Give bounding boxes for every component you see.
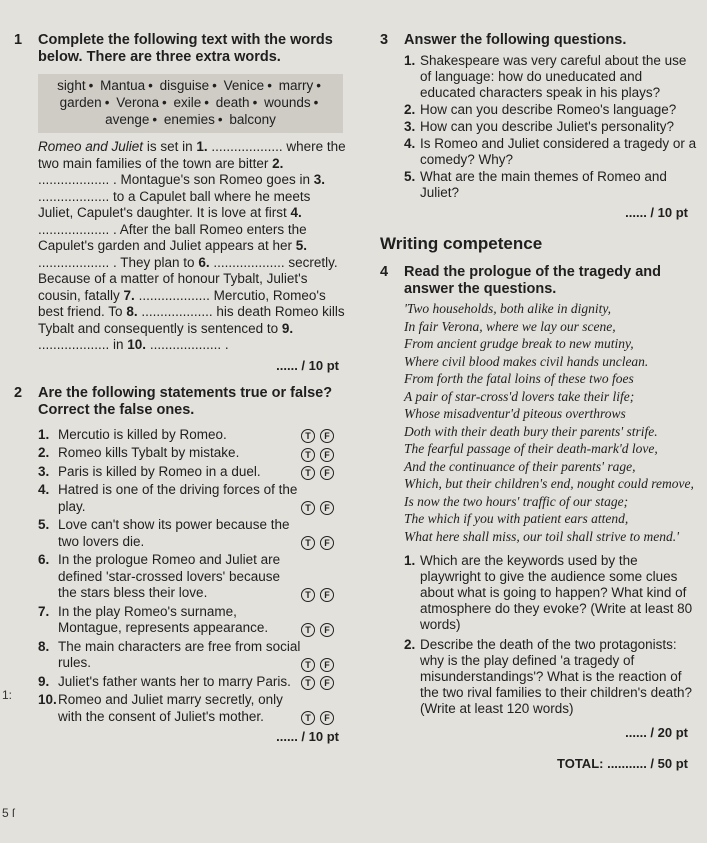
exercise-2-score: ...... / 10 pt bbox=[276, 729, 339, 744]
total-score bbox=[380, 756, 698, 771]
true-option[interactable]: T bbox=[301, 623, 315, 637]
question-number: 4. bbox=[404, 136, 416, 151]
item-statement: Romeo and Juliet marry secretly, only with the consent of Juliet's mother. bbox=[58, 692, 283, 724]
item-number: 5. bbox=[38, 517, 50, 532]
word-separator: • bbox=[88, 78, 94, 93]
poem-line: Whose misadventur'd piteous overthrows bbox=[404, 406, 626, 421]
word-separator: • bbox=[316, 78, 321, 93]
right-column bbox=[380, 32, 698, 771]
true-false-choices bbox=[301, 674, 349, 691]
false-option[interactable]: F bbox=[320, 429, 334, 443]
false-option[interactable]: F bbox=[320, 466, 334, 480]
poem-line: Where civil blood makes civil hands unclean. bbox=[404, 353, 649, 369]
word-separator: • bbox=[162, 95, 167, 110]
question-text: Is Romeo and Juliet considered a tragedy or a comedy? Why? bbox=[420, 136, 697, 167]
left-column bbox=[14, 32, 349, 744]
question-text: How can you describe Romeo's language? bbox=[420, 102, 677, 117]
question-item bbox=[404, 119, 698, 135]
true-false-choices bbox=[301, 445, 349, 462]
false-option[interactable]: F bbox=[320, 676, 334, 690]
word-separator: • bbox=[267, 78, 272, 93]
poem-line: What here shall miss, our toil shall strive to mend.' bbox=[404, 528, 680, 544]
true-false-choices bbox=[301, 517, 349, 550]
true-false-item bbox=[38, 464, 349, 481]
true-option[interactable]: T bbox=[301, 429, 315, 443]
true-option[interactable]: T bbox=[301, 501, 315, 515]
question-number: 1. bbox=[404, 53, 416, 68]
poem-line: The which if you with patient ears attend, bbox=[404, 511, 629, 526]
true-false-choices bbox=[301, 604, 349, 637]
true-option[interactable]: T bbox=[301, 466, 315, 480]
true-false-item bbox=[38, 692, 349, 725]
true-false-item bbox=[38, 604, 349, 637]
true-false-item bbox=[38, 552, 349, 602]
exercise-title: Answer the following questions. bbox=[404, 32, 627, 48]
writing-question: 1. Which are the keywords used by the playwright to give the audience some clues about what is going to happen? What kind of atmosphere do they evoke? (Write at least 80 words) bbox=[404, 553, 698, 633]
exercise-4-score: ...... / 20 pt bbox=[625, 725, 688, 740]
poem-line: A pair of star-cross'd lovers take their life; bbox=[404, 388, 635, 404]
question-list bbox=[404, 53, 698, 201]
exercise-number: 3 bbox=[380, 32, 389, 48]
word-box-item: exile bbox=[173, 95, 202, 110]
exercise-number: 4 bbox=[380, 264, 389, 280]
exercise-2-heading bbox=[14, 385, 349, 419]
poem-line: Which, but their children's end, nought could remove, bbox=[404, 476, 694, 491]
item-statement: Juliet's father wants her to marry Paris. bbox=[58, 673, 291, 689]
item-number: 6. bbox=[38, 552, 50, 567]
word-box-item: disguise bbox=[159, 78, 210, 93]
word-box-item: sight bbox=[57, 78, 86, 93]
exercise-title: Complete the following text with the words below. There are three extra words. bbox=[38, 32, 333, 65]
word-box bbox=[38, 74, 343, 133]
true-false-item bbox=[38, 427, 349, 444]
word-separator: • bbox=[204, 95, 209, 110]
true-false-choices bbox=[301, 482, 349, 515]
margin-fragment: 1: bbox=[2, 688, 13, 702]
true-false-item bbox=[38, 445, 349, 462]
true-option[interactable]: T bbox=[301, 536, 315, 550]
exercise-title: Are the following statements true or false? Correct the false ones. bbox=[38, 384, 333, 418]
exercise-1-heading bbox=[14, 32, 349, 66]
word-box-item: Venice bbox=[223, 78, 265, 93]
false-option[interactable]: F bbox=[320, 501, 334, 515]
item-number: 1. bbox=[38, 426, 50, 442]
item-number: 9. bbox=[38, 673, 50, 689]
prologue-poem bbox=[404, 300, 698, 545]
item-number: 2. bbox=[38, 445, 50, 460]
true-false-choices bbox=[301, 427, 349, 444]
poem-line: 'Two households, both alike in dignity, bbox=[404, 301, 612, 316]
item-statement: The main characters are free from social rules. bbox=[58, 638, 301, 670]
poem-line: And the continuance of their parents' rage, bbox=[404, 458, 636, 474]
true-false-item bbox=[38, 674, 349, 691]
question-number: 2. bbox=[404, 102, 416, 117]
poem-line: Doth with their death bury their parents' strife. bbox=[404, 423, 658, 439]
false-option[interactable]: F bbox=[320, 536, 334, 550]
gap-fill-text: Romeo and Juliet is set in 1. ................... where the two main families of the town are bitter 2. ................... . Montague's son Romeo goes in 3. ................... to a Capulet ball where he meets Juliet, Capulet's daughter. It is love at first 4. ................... . After the ball Romeo enters the Capulet's garden and Juliet appears at her 5. ................... . They plan to 6. ................... secretly. Because of a matter of honour Tybalt, Juliet's cousin, fatally 7. ................... Mercutio, Romeo's best friend. To 8. ................... his death Romeo kills Tybalt and consequently is sentenced to 9. ................... in 10. ................... . bbox=[38, 139, 346, 352]
true-option[interactable]: T bbox=[301, 711, 315, 725]
item-statement: Paris is killed by Romeo in a duel. bbox=[58, 463, 261, 479]
question-item bbox=[404, 169, 698, 201]
item-statement: Mercutio is killed by Romeo. bbox=[58, 426, 227, 442]
exercise-3-heading bbox=[380, 32, 698, 49]
poem-line: From ancient grudge break to new mutiny, bbox=[404, 336, 634, 351]
item-number: 10. bbox=[38, 692, 57, 707]
item-number: 7. bbox=[38, 603, 50, 619]
exercise-title: Read the prologue of the tragedy and answer the questions. bbox=[404, 264, 661, 297]
true-false-item bbox=[38, 639, 349, 672]
section-header: Writing competence bbox=[380, 234, 543, 253]
poem-line: Is now the two hours' traffic of our stage; bbox=[404, 493, 629, 509]
writing-question-text: Describe the death of the two protagonists: why is the play defined 'a tragedy of misunderstandings'? What is the reaction of the two rival families to their children's death? (Write at least 120 words) bbox=[420, 637, 692, 716]
margin-fragment: 5 ſ bbox=[2, 806, 15, 820]
word-box-item: balcony bbox=[229, 112, 276, 127]
word-separator: • bbox=[313, 95, 319, 110]
exercise-number: 1 bbox=[14, 32, 23, 48]
writing-questions bbox=[404, 553, 698, 717]
question-item bbox=[404, 136, 698, 168]
true-false-choices bbox=[301, 692, 349, 725]
poem-line: The fearful passage of their death-mark'd love, bbox=[404, 441, 658, 456]
exercise-number: 2 bbox=[14, 384, 23, 401]
word-separator: • bbox=[252, 95, 258, 110]
false-option[interactable]: F bbox=[320, 448, 334, 462]
item-number: 4. bbox=[38, 482, 50, 497]
true-false-list bbox=[38, 427, 349, 726]
false-option[interactable]: F bbox=[320, 711, 334, 725]
total-label: TOTAL: ........... / 50 pt bbox=[557, 756, 688, 771]
item-number: 3. bbox=[38, 463, 50, 479]
word-box-item: enemies bbox=[163, 112, 215, 127]
question-text: How can you describe Juliet's personality? bbox=[420, 119, 674, 134]
word-separator: • bbox=[217, 112, 223, 127]
word-box-item: Verona bbox=[116, 95, 159, 110]
word-box-item: garden bbox=[59, 95, 102, 110]
true-option[interactable]: T bbox=[301, 588, 315, 602]
word-box-item: marry bbox=[278, 78, 314, 93]
word-box-item: wounds bbox=[264, 95, 311, 110]
item-number: 8. bbox=[38, 638, 50, 654]
word-separator: • bbox=[212, 78, 217, 93]
writing-question: 2. Describe the death of the two protagonists: why is the play defined 'a tragedy of misunderstandings'? What is the reaction of the two rival families to their children's death? (Write at least 120 words) bbox=[404, 637, 698, 717]
item-statement: Hatred is one of the driving forces of the play. bbox=[58, 482, 298, 514]
true-option[interactable]: T bbox=[301, 676, 315, 690]
word-box-item: death bbox=[215, 95, 250, 110]
true-option[interactable]: T bbox=[301, 658, 315, 672]
exercise-3-score: ...... / 10 pt bbox=[625, 205, 688, 220]
true-false-choices bbox=[301, 464, 349, 481]
true-option[interactable]: T bbox=[301, 448, 315, 462]
word-box-item: Mantua bbox=[100, 78, 146, 93]
writing-question-text: Which are the keywords used by the playwright to give the audience some clues about what is going to happen? What kind of atmosphere do they evoke? (Write at least 80 words) bbox=[420, 553, 693, 632]
true-false-choices bbox=[301, 552, 349, 602]
question-number: 3. bbox=[404, 119, 416, 134]
false-option[interactable]: F bbox=[320, 588, 334, 602]
item-statement: Love can't show its power because the two lovers die. bbox=[58, 517, 290, 549]
item-statement: Romeo kills Tybalt by mistake. bbox=[58, 445, 240, 460]
question-item bbox=[404, 53, 698, 101]
exercise-4-heading bbox=[380, 264, 698, 298]
true-false-item bbox=[38, 517, 349, 550]
true-false-item bbox=[38, 482, 349, 515]
poem-line: From forth the fatal loins of these two foes bbox=[404, 371, 634, 386]
question-text: Shakespeare was very careful about the use of language: how do uneducated and educated characters speak in his plays? bbox=[420, 53, 687, 100]
false-option[interactable]: F bbox=[320, 658, 334, 672]
poem-line: In fair Verona, where we lay our scene, bbox=[404, 318, 616, 334]
question-item bbox=[404, 102, 698, 118]
question-text: What are the main themes of Romeo and Juliet? bbox=[420, 169, 667, 200]
word-box-item: avenge bbox=[105, 112, 150, 127]
item-statement: In the prologue Romeo and Juliet are defined 'star-crossed lovers' because the stars bless their love. bbox=[58, 552, 281, 600]
word-separator: • bbox=[148, 78, 153, 93]
item-statement: In the play Romeo's surname, Montague, represents appearance. bbox=[58, 603, 269, 635]
exercise-1-score: ...... / 10 pt bbox=[276, 357, 339, 373]
word-separator: • bbox=[104, 95, 110, 110]
question-number: 5. bbox=[404, 169, 416, 184]
false-option[interactable]: F bbox=[320, 623, 334, 637]
true-false-choices bbox=[301, 639, 349, 672]
word-separator: • bbox=[152, 112, 158, 127]
